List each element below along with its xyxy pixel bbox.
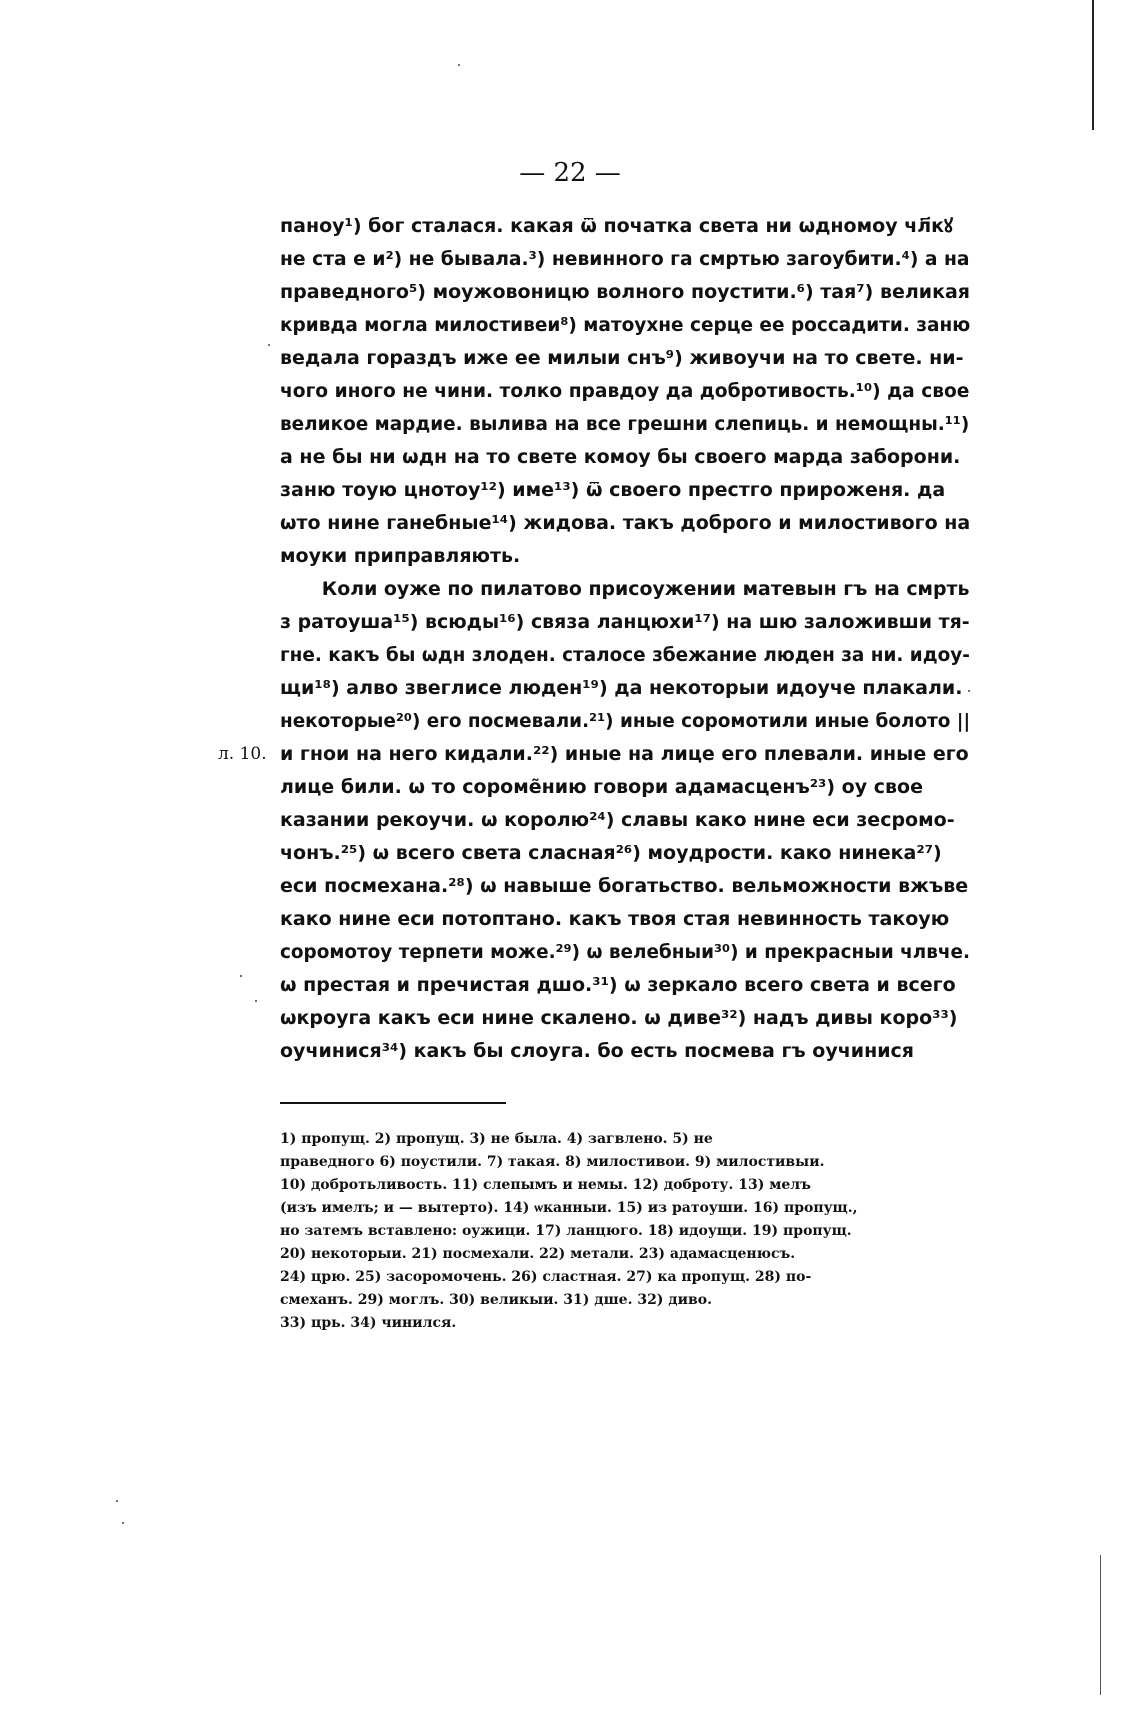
- text-line: како нине еси потоптано. какъ твоя стая невинность такоую: [280, 908, 950, 930]
- text-line: гне. какъ бы ѡдн злоден. сталосе збежание люден за ни. идоу-: [280, 644, 970, 666]
- text-line: соромотоу терпети може.²⁹) ѡ велебныи³⁰) и прекрасныи члвче.: [280, 941, 970, 963]
- footnote-line: 33) црь. 34) чинился.: [280, 1315, 457, 1331]
- footnote-line: 1) пропущ. 2) пропущ. 3) не была. 4) загвлено. 5) не: [280, 1131, 713, 1147]
- margin-folio-note: л. 10.: [218, 744, 267, 764]
- text-line: ведала гораздъ иже ее милыи снъ⁹) живоучи на то свете. ни-: [280, 347, 964, 369]
- footnote-line: 24) црю. 25) засоромочень. 26) сластная. 27) ка пропущ. 28) по-: [280, 1269, 812, 1285]
- footnote-line: 10) добротьливость. 11) слепымъ и немы. 12) доброту. 13) мелъ: [280, 1177, 811, 1193]
- paragraph-start-line: Коли оуже по пилатово присоужении матевын гъ на смрть: [321, 578, 970, 600]
- text-line: моуки приправляють.: [280, 545, 521, 567]
- text-line: казании рекоучи. ѡ королю²⁴) славы како нине еси зесромо-: [280, 809, 955, 831]
- footnote-line: праведного 6) поустили. 7) такая. 8) милостивои. 9) милостивыи.: [280, 1154, 825, 1170]
- page-number: — 22 —: [519, 158, 621, 188]
- text-line: заню тоую цнотоу¹²) име¹³) ѿ своего престго прироженя. да: [280, 479, 946, 501]
- text-line: оучинися³⁴) какъ бы слоуга. бо есть посмева гъ оучинися: [280, 1040, 914, 1062]
- text-line: щи¹⁸) алво звеглисе люден¹⁹) да некоторыи идоуче плакали.: [280, 677, 963, 699]
- text-line: з ратоуша¹⁵) всюды¹⁶) связа ланцюхи¹⁷) на шю заложивши тя-: [280, 611, 970, 633]
- text-line-with-margin-note: [218, 738, 970, 771]
- scan-speck: [116, 1500, 118, 1502]
- text-line: ѡкроуга какъ еси нине скалено. ѡ диве³²) надъ дивы коро³³): [280, 1007, 958, 1029]
- page-edge-right: [1092, 0, 1094, 130]
- footnotes: [280, 1128, 970, 1335]
- page-edge-right-lower: [1100, 1555, 1101, 1695]
- text-line: праведного⁵) моужовоницю волного поустити.⁶) тая⁷) великая: [280, 281, 970, 303]
- scan-speck: [268, 344, 270, 346]
- footnote-line: 20) некоторыи. 21) посмехали. 22) метали. 23) адамасценюсъ.: [280, 1246, 796, 1262]
- footnote-rule: [280, 1102, 506, 1104]
- text-line: лице били. ѡ то сороме̃нию говори адамасценъ²³) оу свое: [280, 776, 923, 798]
- scan-speck: [240, 975, 242, 977]
- scan-speck: [122, 1522, 124, 1524]
- text-line: чонъ.²⁵) ѡ всего света сласная²⁶) моудрости. како нинека²⁷): [280, 842, 942, 864]
- text-line: некоторые²⁰) его посмевали.²¹) иные соромотили иные болото ||: [280, 710, 971, 732]
- text-line: ѡто нине ганебные¹⁴) жидова. такъ доброго и милостивого на: [280, 512, 971, 534]
- body-text: [218, 210, 971, 1068]
- scan-speck: [458, 64, 460, 66]
- text-line: не ста е и²) не бывала.³) невинного га смртью загоубити.⁴) а на: [280, 248, 970, 270]
- footnote-line: (изъ имелъ; и — вытерто). 14) ѡканныи. 15) из ратоуши. 16) пропущ.,: [280, 1200, 858, 1216]
- text-line-content: и гнои на него кидали.²²) иные на лице его плевали. иные его: [280, 743, 969, 765]
- footnote-line: смеханъ. 29) моглъ. 30) великыи. 31) дше. 32) диво.: [280, 1292, 712, 1308]
- text-line: чого иного не чини. толко правдоу да добротивость.¹⁰) да свое: [280, 380, 970, 402]
- scan-speck: [255, 1000, 257, 1002]
- footnote-line: но затемъ вставлено: оужици. 17) ланцюго. 18) идоущи. 19) пропущ.: [280, 1223, 852, 1239]
- text-line: кривда могла милостивеи⁸) матоухне серце ее россадити. заню: [280, 314, 971, 336]
- text-line: паноу¹) бог сталася. какая ѿ початка света ни ѡдномоу чл҃кꙋ: [280, 215, 953, 237]
- text-line: а не бы ни ѡдн на то свете комоу бы своего марда заборони.: [280, 446, 961, 468]
- text-line: великое мардие. вылива на все грешни слепиць. и немощны.¹¹): [280, 413, 970, 435]
- text-line: ѡ престая и пречистая дшо.³¹) ѡ зеркало всего света и всего: [280, 974, 956, 996]
- text-line: еси посмехана.²⁸) ѡ навыше богатьство. вельможности вжъве: [280, 875, 969, 897]
